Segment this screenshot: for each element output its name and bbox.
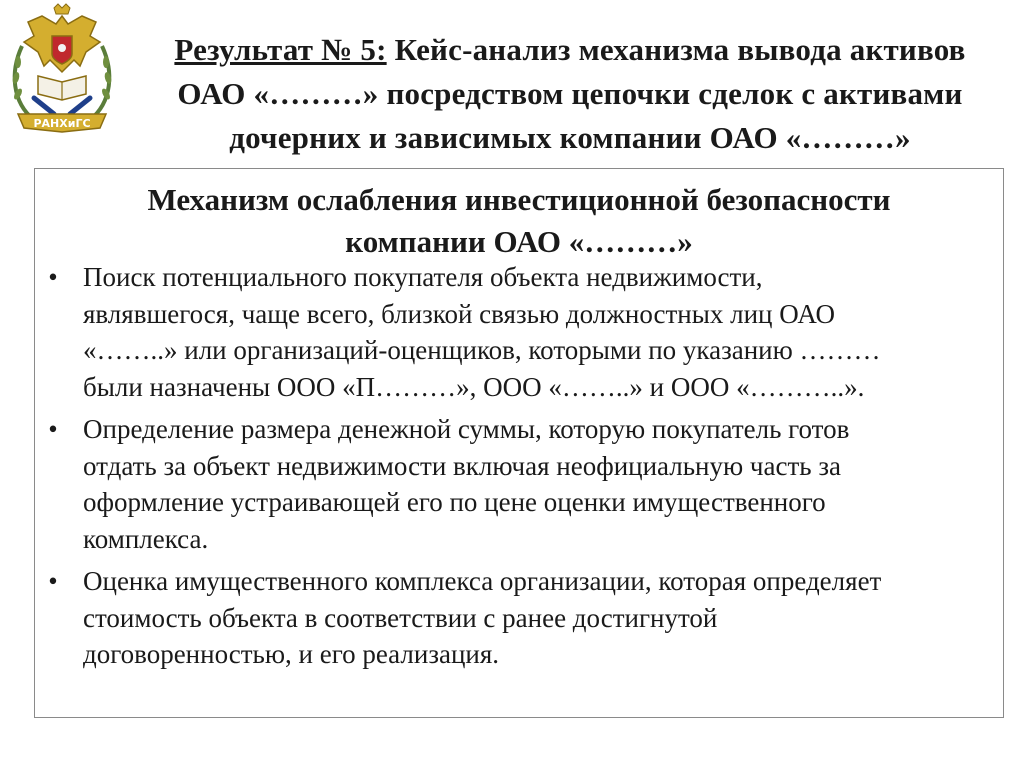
emblem-graphic <box>4 2 120 136</box>
ranepa-emblem-logo <box>4 2 120 136</box>
list-item-line: являвшегося, чаще всего, близкой связью должностных лиц ОАО <box>83 298 836 329</box>
list-item-line: Поиск потенциального покупателя объекта недвижимости, <box>83 262 763 292</box>
list-item-line: оформление устраивающей его по цене оценки имущественного <box>83 487 826 517</box>
panel-subtitle <box>35 179 1003 263</box>
list-item-line: Оценка имущественного комплекса организации, которая определяет <box>83 566 882 596</box>
subtitle-line-2: компании ОАО «………» <box>345 224 693 259</box>
bullet-list <box>35 259 1003 679</box>
list-item-line: Определение размера денежной суммы, которую покупатель готов <box>83 414 850 444</box>
title-line-1 <box>130 28 1010 72</box>
title-line-3: дочерних и зависимых компании ОАО «………» <box>229 120 911 155</box>
subtitle-line-1: Механизм ослабления инвестиционной безопасности <box>147 182 891 217</box>
list-item <box>35 411 1003 557</box>
title-line-1-rest: Кейс-анализ механизма вывода активов <box>386 32 966 67</box>
list-item <box>35 259 1003 405</box>
bullet-marker: • <box>48 262 58 292</box>
list-item-line: стоимость объекта в соответствии с ранее достигнутой <box>83 602 718 633</box>
content-panel <box>34 168 1004 718</box>
bullet-marker: • <box>48 566 58 596</box>
list-item-line: «……..» или организаций-оценщиков, которыми по указанию ……… <box>83 335 881 365</box>
list-item-line: были назначены ООО «П………», ООО «……..» и ООО «………..». <box>83 371 865 402</box>
list-item-line: договоренностью, и его реализация. <box>83 639 500 669</box>
list-item <box>35 563 1003 673</box>
title-line-2: ОАО «………» посредством цепочки сделок с активами <box>177 76 963 111</box>
slide-title <box>130 28 1010 160</box>
title-prefix: Результат № 5: <box>174 32 387 67</box>
list-item-line: комплекса. <box>83 523 209 554</box>
list-item-line: отдать за объект недвижимости включая неофициальную часть за <box>83 450 841 481</box>
emblem-caption: РАНХиГС <box>33 117 91 130</box>
bullet-marker: • <box>48 414 58 444</box>
